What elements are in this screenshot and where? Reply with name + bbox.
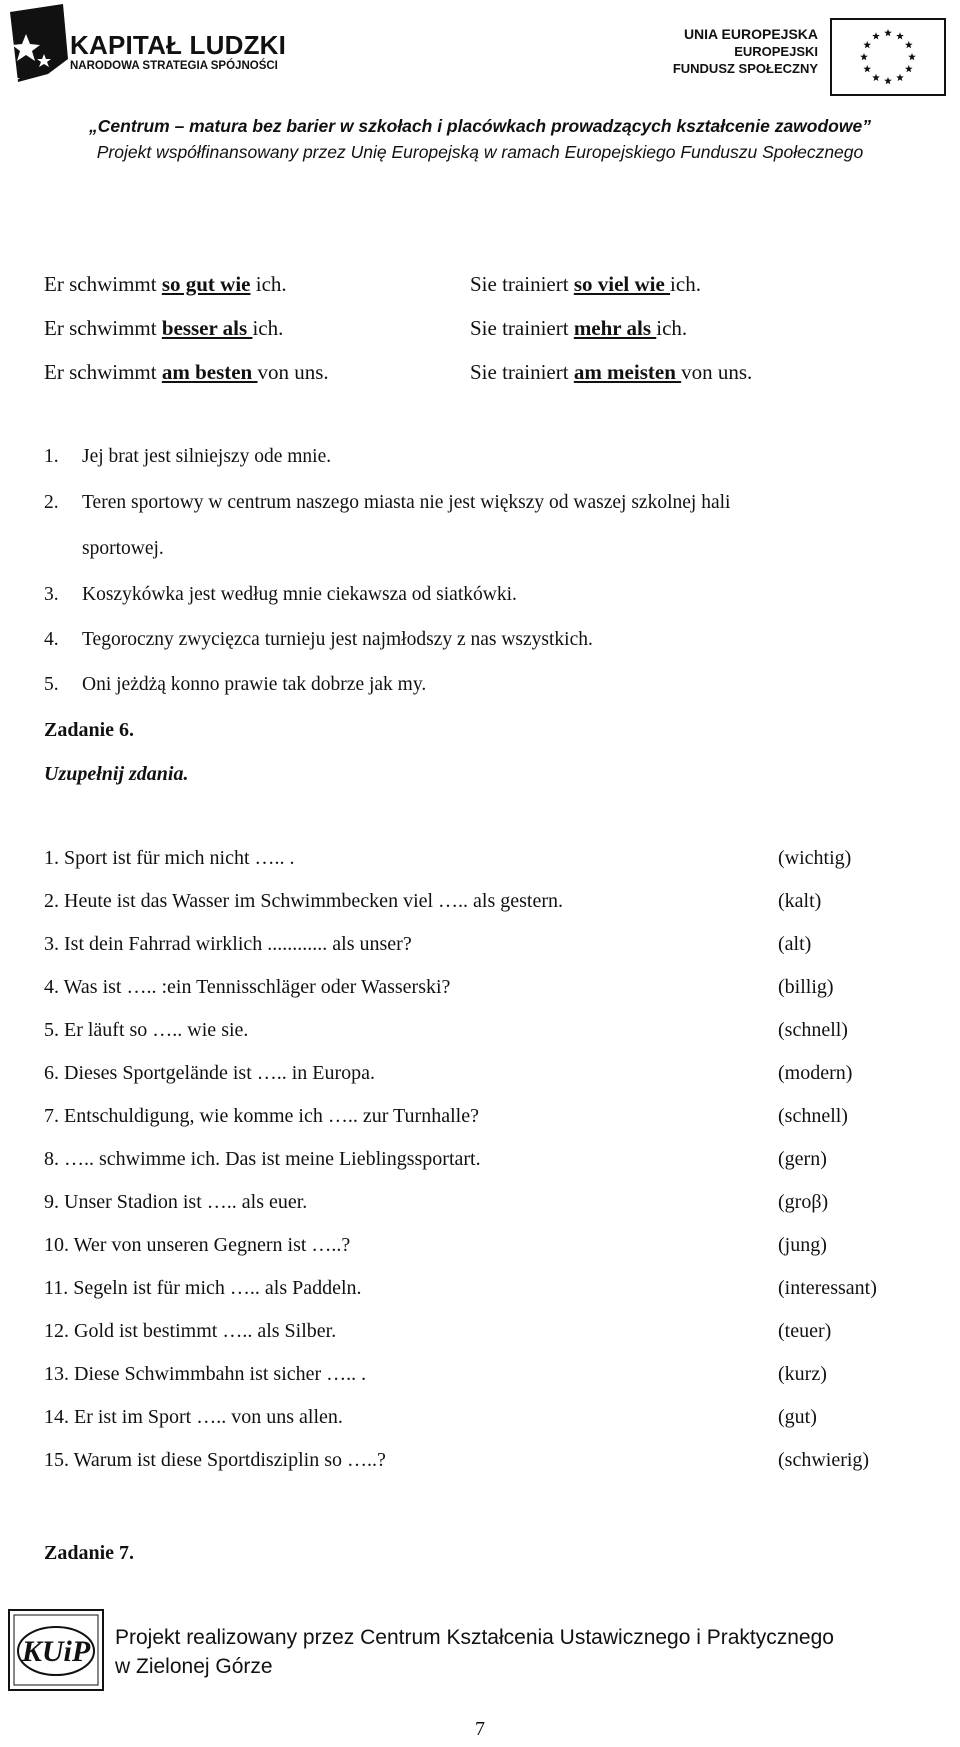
list-item-continuation: sportowej. [82, 538, 164, 559]
kapital-ludzki-title: KAPITAŁ LUDZKI [70, 30, 287, 60]
exercise-sentence: 11. Segeln ist für mich ….. als Paddeln. [44, 1277, 362, 1299]
exercise-hint: (gern) [778, 1148, 827, 1170]
kuip-logo [8, 1609, 104, 1691]
eu-line-2: EUROPEJSKI [734, 44, 818, 59]
comparison-left-2: Er schwimmt besser als ich. [44, 316, 284, 340]
exercise-hint: (groβ) [778, 1191, 829, 1213]
task7-title: Zadanie 7. [44, 1542, 135, 1564]
comparison-left-3: Er schwimmt am besten von uns. [44, 360, 329, 384]
footer-line-2: w Zielonej Górze [115, 1655, 273, 1678]
exercise-sentence: 3. Ist dein Fahrrad wirklich ............ als unser? [44, 933, 412, 955]
footer-line-1: Projekt realizowany przez Centrum Kształcenia Ustawicznego i Praktycznego [115, 1626, 834, 1649]
list-item: 3. Koszykówka jest według mnie ciekawsza od siatkówki. [44, 584, 517, 605]
exercise-hint: (gut) [778, 1406, 817, 1428]
comparison-right-3: Sie trainiert am meisten von uns. [470, 360, 753, 384]
exercise-sentence: 2. Heute ist das Wasser im Schwimmbecken viel ….. als gestern. [44, 890, 564, 912]
project-title: „Centrum – matura bez barier w szkołach i placówkach prowadzących kształcenie zawodowe” [89, 116, 871, 136]
eu-flag-icon [830, 18, 946, 96]
exercise-hint: (kurz) [778, 1363, 827, 1385]
exercise-sentence: 9. Unser Stadion ist ….. als euer. [44, 1191, 308, 1213]
exercise-sentence: 7. Entschuldigung, wie komme ich ….. zur Turnhalle? [44, 1105, 479, 1127]
exercise-sentence: 14. Er ist im Sport ….. von uns allen. [44, 1406, 343, 1428]
exercise-hint: (schnell) [778, 1105, 848, 1127]
exercise-hint: (modern) [778, 1062, 853, 1084]
eu-line-3: FUNDUSZ SPOŁECZNY [672, 61, 818, 76]
eu-line-1: UNIA EUROPEJSKA [683, 26, 818, 42]
exercise-sentence: 13. Diese Schwimmbahn ist sicher ….. . [44, 1363, 367, 1385]
page-number: 7 [475, 1718, 485, 1740]
exercise-hint: (schnell) [778, 1019, 848, 1041]
list-item: 1. Jej brat jest silniejszy ode mnie. [44, 446, 332, 467]
list-item: 2. Teren sportowy w centrum naszego miasta nie jest większy od waszej szkolnej hali [44, 492, 731, 513]
exercise-hint: (billig) [778, 976, 834, 998]
exercise-sentence: 10. Wer von unseren Gegnern ist …..? [44, 1234, 351, 1256]
exercise-sentence: 4. Was ist ….. :ein Tennisschläger oder Wasserski? [44, 976, 451, 998]
kapital-ludzki-subtitle: NARODOWA STRATEGIA SPÓJNOŚCI [70, 60, 278, 72]
exercise-sentence: 5. Er läuft so ….. wie sie. [44, 1019, 249, 1041]
comparison-right-2: Sie trainiert mehr als ich. [470, 316, 688, 340]
exercise-hint: (alt) [778, 933, 812, 955]
project-subtitle: Projekt współfinansowany przez Unię Europejską w ramach Europejskiego Funduszu Społecznego [96, 142, 864, 162]
comparison-right-1: Sie trainiert so viel wie ich. [470, 272, 701, 296]
exercise-hint: (teuer) [778, 1320, 832, 1342]
task6-instruction: Uzupełnij zdania. [44, 763, 189, 785]
exercise-sentence: 15. Warum ist diese Sportdisziplin so …..? [44, 1449, 386, 1471]
comparison-left-1: Er schwimmt so gut wie ich. [44, 272, 287, 296]
exercise-sentence: 1. Sport ist für mich nicht ….. . [44, 847, 295, 869]
exercise-sentence: 8. ….. schwimme ich. Das ist meine Lieblingssportart. [44, 1148, 481, 1170]
exercise-hint: (interessant) [778, 1277, 877, 1299]
list-item: 4. Tegoroczny zwycięzca turnieju jest najmłodszy z nas wszystkich. [44, 629, 593, 650]
kuip-logo-text: KUiP [21, 1635, 91, 1668]
exercise-sentence: 6. Dieses Sportgelände ist ….. in Europa. [44, 1062, 376, 1084]
exercise-hint: (kalt) [778, 890, 822, 912]
task6-title: Zadanie 6. [44, 719, 135, 741]
list-item: 5. Oni jeżdżą konno prawie tak dobrze jak my. [44, 674, 427, 695]
eu-fund-label [673, 26, 818, 77]
exercise-hint: (jung) [778, 1234, 827, 1256]
exercise-sentence: 12. Gold ist bestimmt ….. als Silber. [44, 1320, 337, 1342]
exercise-hint: (schwierig) [778, 1449, 870, 1471]
exercise-hint: (wichtig) [778, 847, 852, 869]
